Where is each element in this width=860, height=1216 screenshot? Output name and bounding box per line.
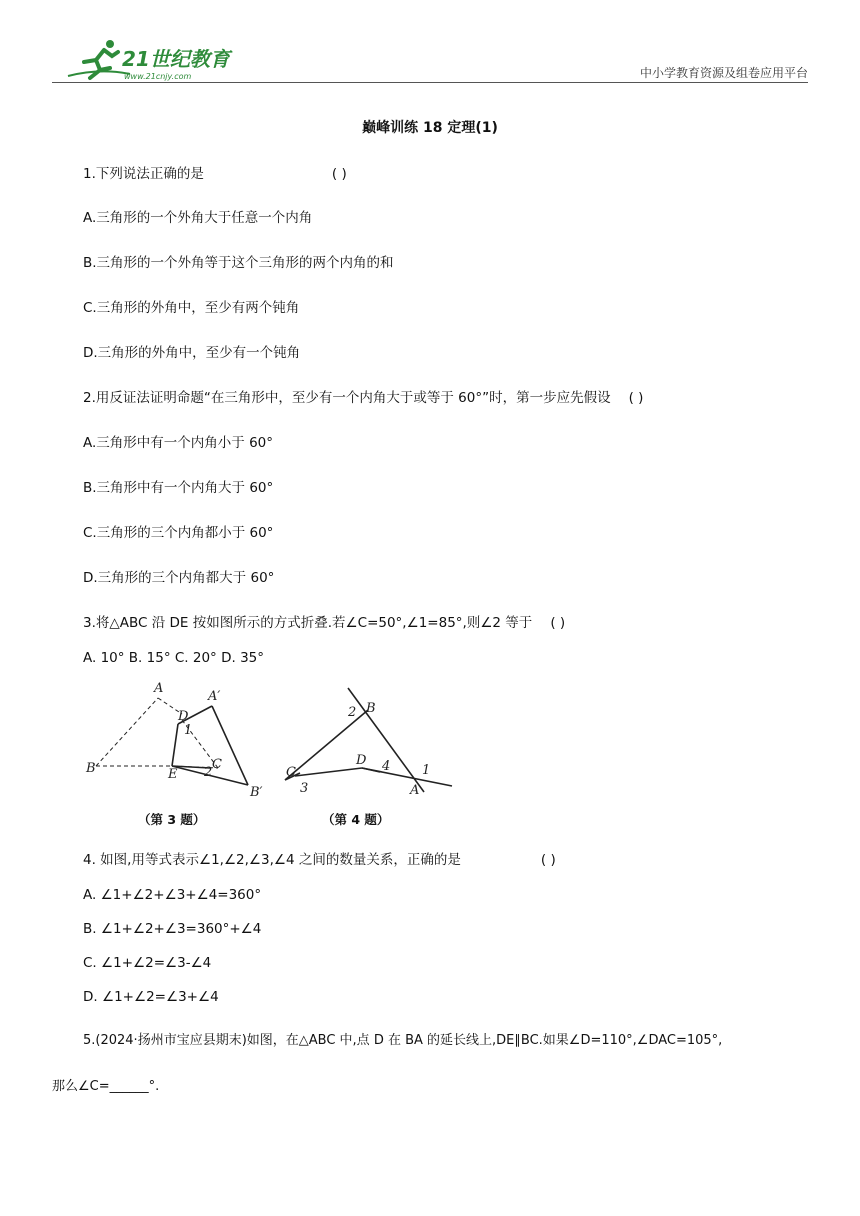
fig4-label-1: 1 [422, 763, 431, 778]
q3-options: A. 10° B. 15° C. 20° D. 35° [83, 650, 264, 666]
fig3-label-a-prime: A′ [208, 689, 221, 704]
fig4-label-c: C [286, 765, 296, 780]
figure-3 [85, 681, 263, 800]
q3-bracket: ( ) [550, 615, 566, 631]
q4-option-a: A. ∠1+∠2+∠3+∠4=360° [83, 887, 262, 903]
fig4-label-a: A [410, 783, 420, 798]
fig3-label-a: A [154, 681, 164, 696]
svg-text:21世纪教育: 21世纪教育 [122, 47, 230, 71]
fig4-label-d: D [356, 753, 367, 768]
q2-option-b: B.三角形中有一个内角大于 60° [83, 480, 274, 496]
page-header [52, 38, 808, 82]
q3-stem: 3.将△ABC 沿 DE 按如图所示的方式折叠.若∠C=50°,∠1=85°,则∠2 等于 ( ) [83, 615, 566, 631]
fig3-label-1: 1 [184, 723, 193, 738]
q1-option-d: D.三角形的外角中，至少有一个钝角 [83, 345, 301, 361]
header-divider [52, 82, 808, 83]
fig3-label-c: C [212, 757, 222, 772]
figure-4 [285, 688, 452, 798]
fig4-label-b: B [366, 701, 376, 716]
q5-line2: 那么∠C=______°. [52, 1079, 160, 1094]
q2-option-c: C.三角形的三个内角都小于 60° [83, 525, 274, 541]
q2-option-a: A.三角形中有一个内角小于 60° [83, 435, 274, 451]
q1-bracket: ( ) [331, 166, 347, 182]
q2-bracket: ( ) [628, 390, 644, 406]
q2-stem: 2.用反证法证明命题“在三角形中，至少有一个内角大于或等于 60°”时，第一步应先假设 ( ) [83, 390, 644, 406]
q1-stem: 1.下列说法正确的是 ( ) [83, 166, 347, 182]
fig3-label-2: 2 [204, 765, 213, 780]
fig4-label-4: 4 [382, 759, 391, 774]
fig3-label-d: D [178, 709, 189, 724]
q4-option-c: C. ∠1+∠2=∠3-∠4 [83, 955, 212, 971]
q4-stem: 4. 如图,用等式表示∠1,∠2,∠3,∠4 之间的数量关系，正确的是 ( ) [83, 852, 556, 868]
q1-option-a: A.三角形的一个外角大于任意一个内角 [83, 210, 313, 226]
fig3-label-e: E [168, 767, 178, 782]
fig3-label-b-prime: B′ [250, 785, 263, 800]
q4-bracket: ( ) [540, 852, 556, 868]
q5-line1: 5.(2024·扬州市宝应县期末)如图，在△ABC 中,点 D 在 BA 的延长线上,DE∥BC.如果∠D=110°,∠DAC=105°, [83, 1033, 723, 1048]
fig3-caption: （第 3 题） [138, 812, 206, 827]
logo-icon [60, 38, 260, 82]
fig4-label-3: 3 [300, 781, 309, 796]
q1-option-c: C.三角形的外角中，至少有两个钝角 [83, 300, 300, 316]
header-platform-text: 中小学教育资源及组卷应用平台 [639, 66, 808, 80]
fig4-label-2: 2 [348, 705, 357, 720]
q1-option-b: B.三角形的一个外角等于这个三角形的两个内角的和 [83, 255, 394, 271]
geometry-figures [80, 680, 480, 830]
q4-option-d: D. ∠1+∠2=∠3+∠4 [83, 989, 219, 1005]
q4-option-b: B. ∠1+∠2+∠3=360°+∠4 [83, 921, 262, 937]
fig4-caption: （第 4 题） [322, 812, 390, 827]
page-title: 巅峰训练 18 定理(1) [362, 120, 498, 136]
fig3-label-b: B [86, 761, 96, 776]
svg-text:www.21cnjy.com: www.21cnjy.com [124, 72, 192, 81]
q2-option-d: D.三角形的三个内角都大于 60° [83, 570, 275, 586]
